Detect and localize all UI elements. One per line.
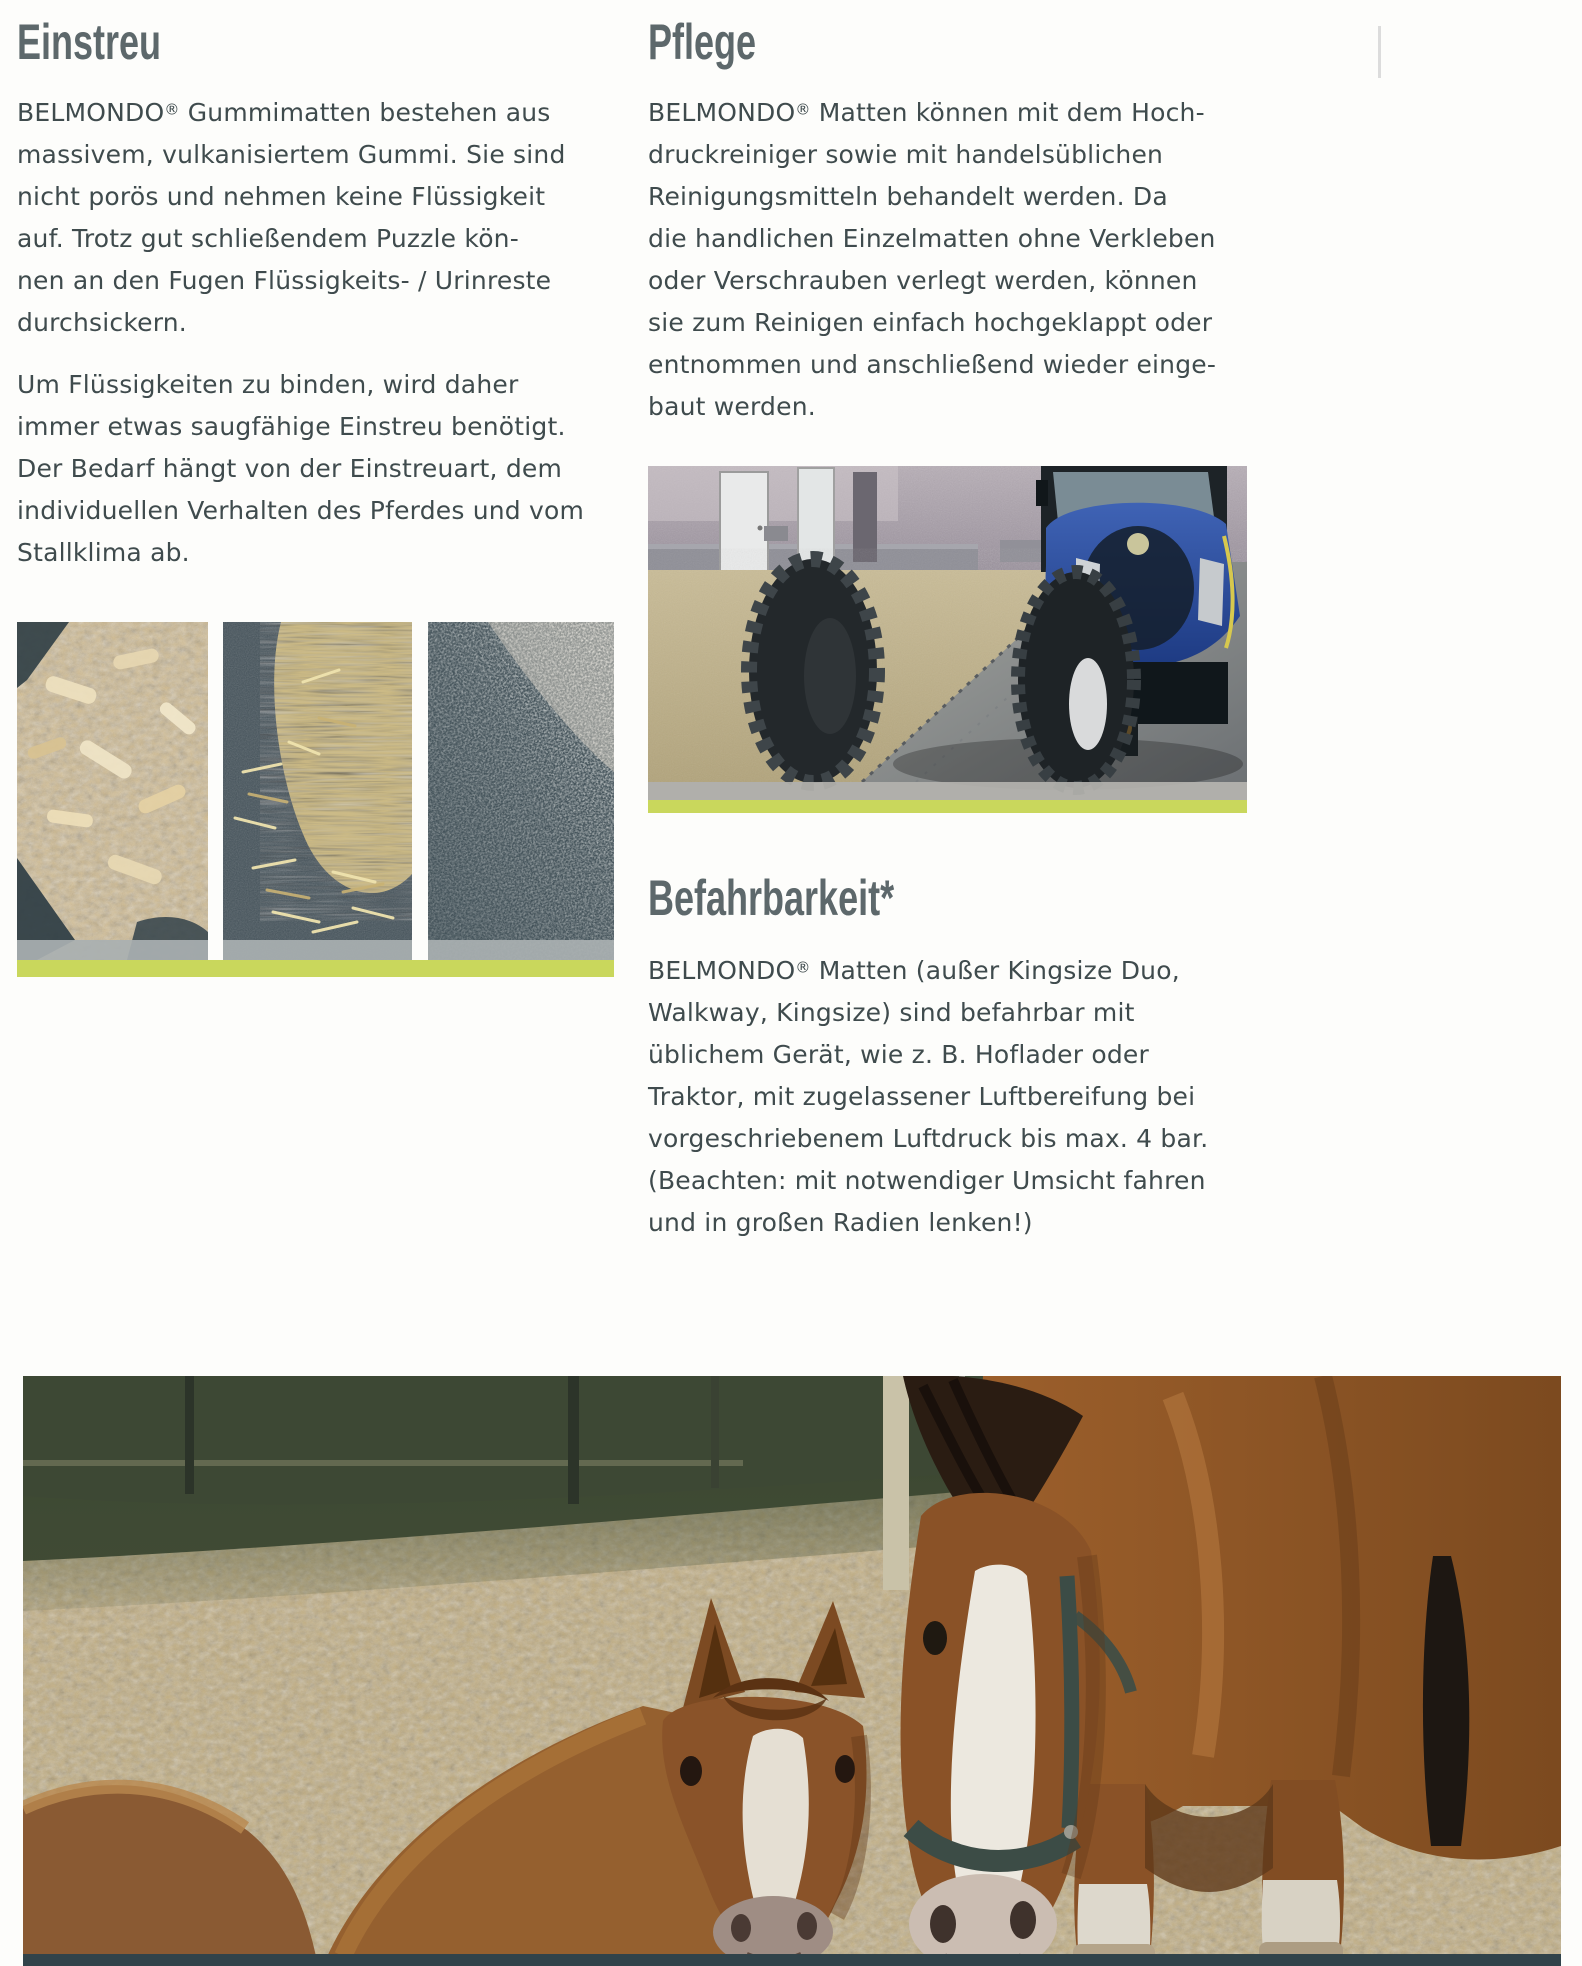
photo-bedding-granulate (428, 622, 614, 960)
accent-bar-bedding (17, 960, 614, 977)
photo-horses-paddock (23, 1376, 1561, 1966)
scan-artifact-line (1378, 26, 1381, 78)
photo-tractor-on-mats (648, 466, 1247, 800)
pflege-paragraph-1: BELMONDO® Matten können mit dem Hoch- druckreiniger sowie mit handelsüblichen Reinigungsmitteln behandelt werden. Da die handlichen Einzelmatten ohne Verkleben oder Verschrauben verlegt werden, können sie zum Reinigen einfach hochgeklappt oder entnommen und anschließend wieder einge- baut werden. (648, 98, 1217, 421)
accent-bar-tractor (648, 800, 1247, 813)
section-heading-pflege: Pflege (648, 14, 757, 70)
section-heading-befahrbarkeit: Befahrbarkeit* (648, 870, 895, 926)
einstreu-paragraph-2: Um Flüssigkeiten zu binden, wird daher immer etwas saugfähige Einstreu benötigt. Der Bedarf hängt von der Einstreuart, dem individuellen Verhalten des Pferdes und vom Stallklima ab. (17, 370, 585, 567)
photo-bedding-shavings (17, 622, 208, 960)
photo-bedding-straw (223, 622, 412, 960)
einstreu-paragraph-1: BELMONDO® Gummimatten bestehen aus massivem, vulkanisiertem Gummi. Sie sind nicht porös und nehmen keine Flüssigkeit auf. Trotz gut schließendem Puzzle kön- nen an den Fugen Flüssigkeits- / Urinreste durchsickern. (17, 98, 566, 337)
befahrbarkeit-paragraph-1: BELMONDO® Matten (außer Kingsize Duo, Walkway, Kingsize) sind befahrbar mit üblichem Gerät, wie z. B. Hoflader oder Traktor, mit zugelassener Luftbereifung bei vorgeschriebenem Luftdruck bis max. 4 bar. (Beachten: mit notwendiger Umsicht fahren und in großen Radien lenken!) (648, 956, 1209, 1237)
section-heading-einstreu: Einstreu (17, 14, 162, 70)
